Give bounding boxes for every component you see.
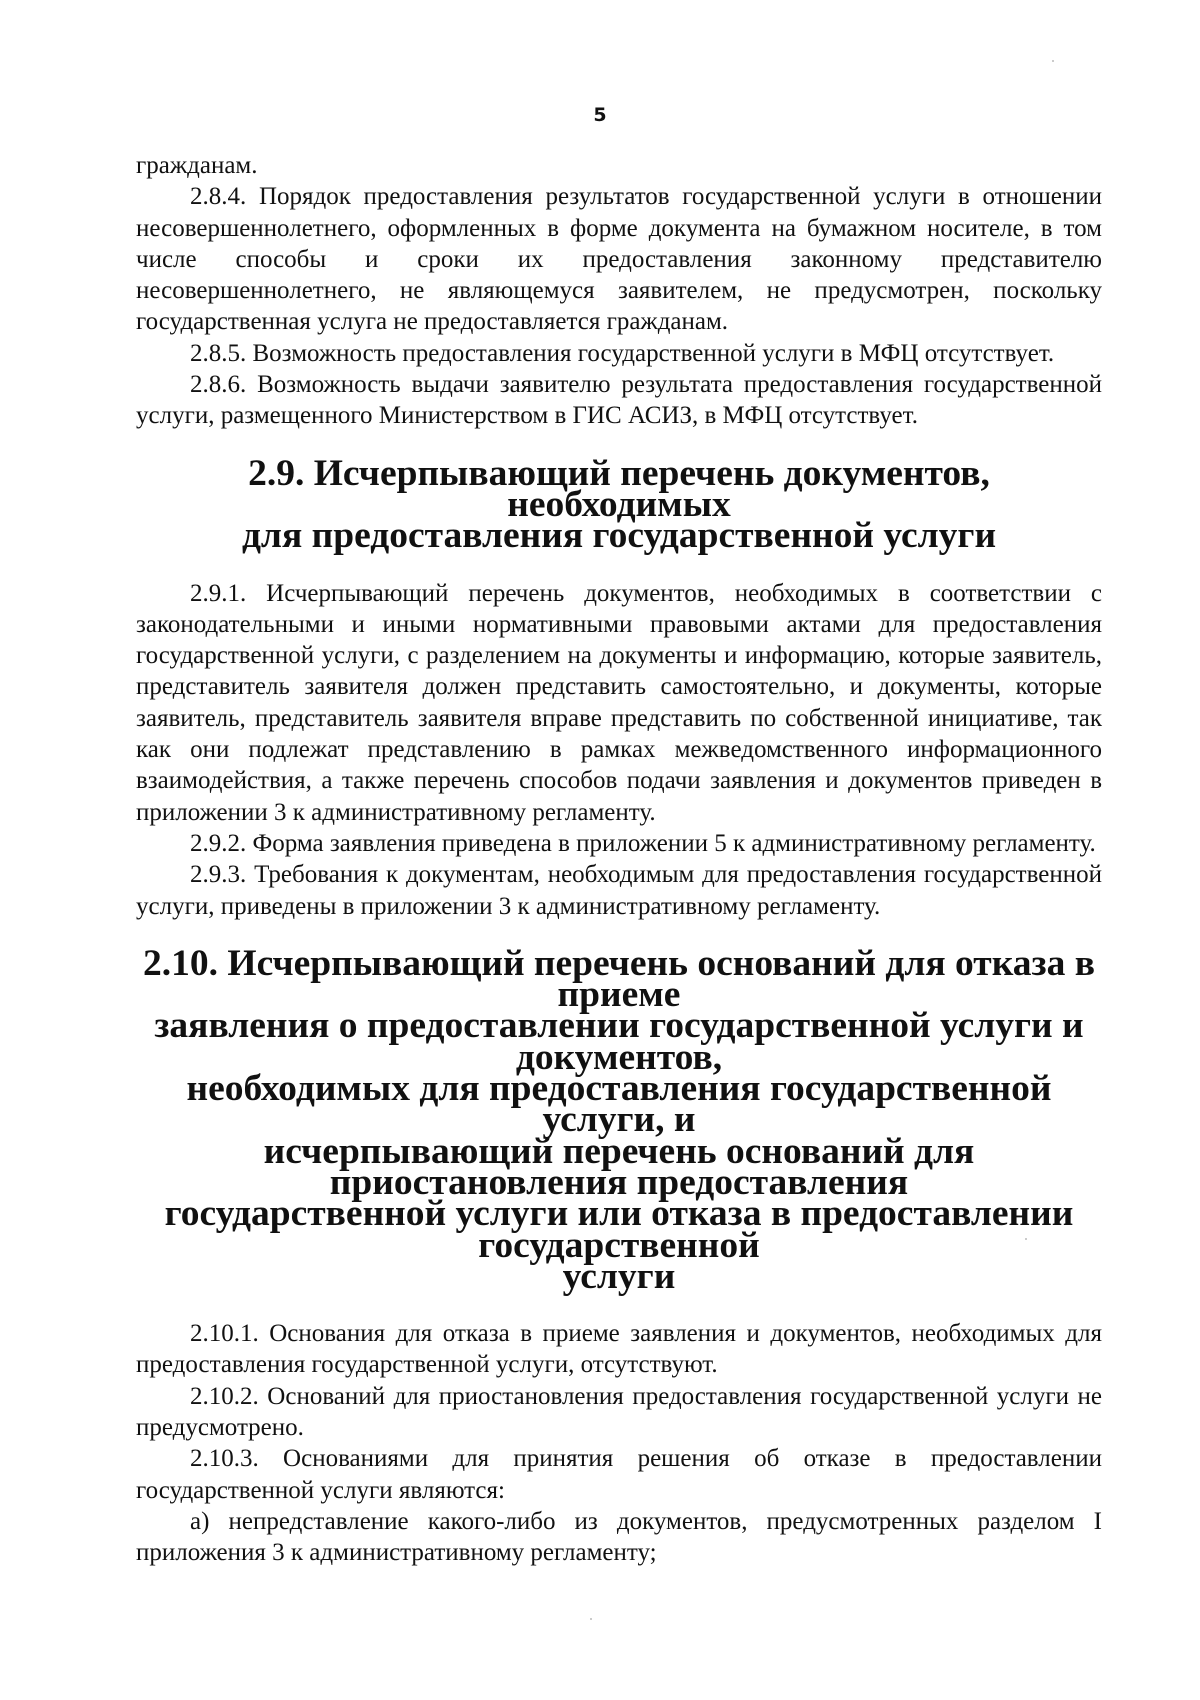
heading-line: исчерпывающий перечень оснований для приостановления предоставления <box>263 1130 975 1203</box>
paragraph-2-10-2: 2.10.2. Оснований для приостановления предоставления государственной услуги не предусмотрено. <box>136 1382 1102 1441</box>
section-2-9 <box>136 452 1102 922</box>
heading-line: государственной услуги или отказа в предоставлении государственной <box>164 1193 1074 1266</box>
scan-speck <box>590 1618 592 1620</box>
section-heading-2-9 <box>136 452 1102 557</box>
scan-speck <box>1025 1238 1027 1240</box>
paragraph: гражданам. <box>136 152 258 179</box>
heading-line: необходимых для предоставления государственной услуги, и <box>186 1068 1052 1141</box>
paragraph-2-8-5: 2.8.5. Возможность предоставления государственной услуги в МФЦ отсутствует. <box>190 339 1055 367</box>
page-number: 5 <box>593 104 607 126</box>
paragraph-2-10-3: 2.10.3. Основаниями для принятия решения об отказе в предоставлении государственной услуги являются: <box>136 1445 1102 1504</box>
heading-line: 2.10. Исчерпывающий перечень оснований для отказа в приеме <box>143 942 1095 1016</box>
heading-line: услуги <box>562 1255 676 1297</box>
paragraph-2-8-6: 2.8.6. Возможность выдачи заявителю результата предоставления государственной услуги, размещенного Министерством в ГИС АСИЗ, в МФЦ отсутствует. <box>136 371 1102 430</box>
paragraph-2-8-4: 2.8.4. Порядок предоставления результатов государственной услуги в отношении несовершеннолетнего, оформленных в форме документа на бумажном носителе, в том числе способы и сроки их предоставления законному представителю несовершеннолетнего, не являющемуся заявителем, не предусмотрен, поскольку государственная услуга не предоставляется гражданам. <box>136 183 1102 336</box>
paragraph-2-10-3-a: а) непредставление какого-либо из документов, предусмотренных разделом I приложения 3 к административному регламенту; <box>136 1507 1102 1567</box>
paragraph-2-9-2: 2.9.2. Форма заявления приведена в приложении 5 к административному регламенту. <box>190 829 1096 857</box>
section-heading-2-10 <box>136 942 1102 1297</box>
section-2-10 <box>136 942 1102 1569</box>
heading-line: заявления о предоставлении государственной услуги и документов, <box>154 1005 1084 1078</box>
document-body <box>136 150 1102 1568</box>
paragraph-2-9-3: 2.9.3. Требования к документам, необходимым для предоставления государственной услуги, приведены в приложении 3 к административному регламенту. <box>136 861 1102 920</box>
heading-line: 2.9. Исчерпывающий перечень документов, необходимых <box>248 452 990 525</box>
section-2-8-continuation <box>136 150 1102 432</box>
paragraph-2-10-1: 2.10.1. Основания для отказа в приеме заявления и документов, необходимых для предоставления государственной услуги, отсутствуют. <box>136 1320 1102 1379</box>
paragraph-2-9-1: 2.9.1. Исчерпывающий перечень документов, необходимых в соответствии с законодательными и иными нормативными правовыми актами для предоставления государственной услуги, с разделением на документы и информацию, которые заявитель, представитель заявителя должен представить самостоятельно, и документы, которые заявитель, представитель заявителя вправе представить по собственной инициативе, так как они подлежат представлению в рамках межведомственного информационного взаимодействия, а также перечень способов подачи заявления и документов приведен в приложении 3 к административному регламенту. <box>136 579 1102 826</box>
heading-line: для предоставления государственной услуги <box>241 515 997 557</box>
scan-speck <box>1052 60 1054 62</box>
